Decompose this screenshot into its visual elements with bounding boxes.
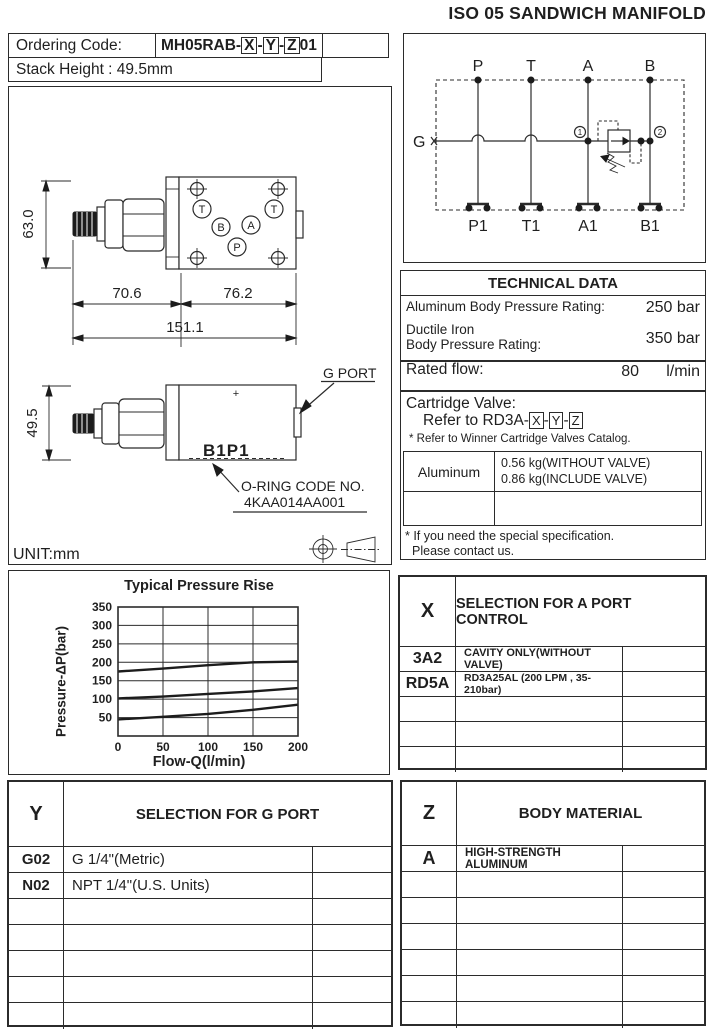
technical-data-title: TECHNICAL DATA [401,271,705,296]
iron-rating-label1: Ductile Iron [406,322,475,337]
code-x-box: X [241,37,257,54]
chart-title: Typical Pressure Rise [124,578,274,594]
node-1-label: 1 [577,128,583,137]
chart-y-axis-label: Pressure-ΔP(bar) [53,626,69,737]
projection-symbol-icon [309,535,381,563]
cartridge-note: * Refer to Winner Cartridge Valves Catalog. [409,433,631,445]
face-port-b: B [217,222,225,234]
selection-z-title: BODY MATERIAL [518,805,643,822]
g-port-callout [300,365,377,413]
ordering-code-label: Ordering Code: [9,34,156,57]
row-desc [457,950,623,975]
row-desc: NPT 1/4"(U.S. Units) [64,873,313,898]
chart-tick-labels [92,600,308,754]
row-code [402,950,457,975]
special-spec-footnote [405,529,614,559]
svg-text:250: 250 [91,636,112,651]
table-row [402,1002,704,1028]
dimensional-drawing-panel [8,86,392,565]
row-extra [313,977,391,1002]
row-code: RD5A [400,672,456,696]
table-row [400,722,705,747]
row-desc [457,924,623,949]
oring-code-line1: O-RING CODE NO. [241,478,365,494]
row-code: N02 [9,873,64,898]
row-extra [623,872,704,897]
port-label-p: P [472,58,484,75]
row-code: G02 [9,847,64,872]
row-extra [313,847,391,872]
row-extra [623,697,705,721]
row-extra [623,1002,704,1028]
svg-text:200: 200 [287,740,309,754]
row-extra [623,722,705,746]
ordering-code-value: MH05RAB- X - Y - Z 01 [156,34,323,57]
cartridge-y-box: Y [549,412,564,429]
row-desc [456,722,623,746]
row-extra [623,672,705,696]
row-code [400,747,456,772]
row-code [402,1002,457,1028]
row-code [9,1003,64,1029]
table-row [9,847,391,873]
row-extra [623,898,704,923]
row-extra [623,747,705,772]
dim-151-label: 151.1 [166,319,204,336]
oring-callout [213,464,367,512]
row-extra [313,899,391,924]
weight-empty-cell-right [495,492,701,525]
row-code [402,976,457,1001]
weight-include-valve: 0.86 kg(INCLUDE VALVE) [501,472,648,486]
table-row [400,747,705,772]
svg-text:50: 50 [98,710,112,725]
port-label-t: T [526,58,536,75]
table-row [402,898,704,924]
table-row [9,899,391,925]
port-label-p1: P1 [468,218,488,235]
unit-label: UNIT:mm [13,546,80,563]
selection-z-code-header: Z [402,782,457,845]
ordering-empty-cell [323,34,388,57]
row-code [402,898,457,923]
row-desc: RD3A25AL (200 LPM , 35-210bar) [456,672,623,696]
dim-49 [24,386,71,460]
row-desc: G 1/4"(Metric) [64,847,313,872]
plus-mark: + [232,388,240,400]
hydraulic-schematic-drawing [404,34,704,261]
rated-flow-row [401,359,705,385]
row-desc: CAVITY ONLY(WITHOUT VALVE) [456,647,623,671]
code-y-box: Y [263,37,279,54]
svg-text:200: 200 [91,655,112,670]
technical-data-panel [400,270,706,560]
port-label-a: A [582,58,594,75]
svg-text:300: 300 [91,618,112,633]
weight-without-valve: 0.56 kg(WITHOUT VALVE) [501,456,651,470]
selection-y-title: SELECTION FOR G PORT [135,805,320,823]
table-row [402,872,704,898]
table-row [402,924,704,950]
footnote-line1: * If you need the special specification. [405,529,615,543]
cartridge-x-box: X [529,412,544,429]
svg-text:100: 100 [197,740,219,754]
row-desc [457,976,623,1001]
rated-flow-unit: l/min [666,363,700,380]
row-desc [64,977,313,1002]
pressure-rise-chart-panel [8,570,390,775]
iron-rating-value: 350 bar [645,330,700,347]
dim-63-label: 63.0 [20,209,37,239]
row-desc [456,747,623,772]
row-desc: HIGH-STRENGTH ALUMINUM [457,846,623,871]
selection-y-header [9,782,391,847]
table-row [400,672,705,697]
row-extra [623,950,704,975]
cartridge-z-box: Z [569,412,583,429]
svg-text:0: 0 [114,740,122,754]
table-row [400,697,705,722]
adjust-arrow [601,155,609,162]
port-label-b1: B1 [640,218,660,235]
table-row [9,977,391,1003]
valve-dimension-drawing [9,87,391,564]
weight-values-cell [495,452,701,492]
row-extra [623,846,704,871]
pressure-rating-aluminum-row [401,296,705,320]
hydraulic-schematic-panel [403,33,706,263]
dim-151 [73,319,296,341]
port-label-a1: A1 [578,218,598,235]
row-desc [457,898,623,923]
table-row [402,950,704,976]
row-desc [64,1003,313,1029]
weight-material-cell: Aluminum [404,452,495,492]
selection-z-table [400,780,706,1026]
face-port-a: A [247,220,255,232]
stack-height-label: Stack Height : 49.5mm [16,60,173,78]
row-desc [64,951,313,976]
port-label-t1: T1 [521,218,541,235]
selection-x-code-header: X [400,577,456,646]
face-label-b1p1: B1P1 [203,441,250,460]
face-port-p: P [233,242,241,254]
row-extra [313,951,391,976]
divider [401,390,705,392]
row-extra [313,873,391,898]
code-prefix: MH05RAB- [161,36,242,54]
table-row [402,976,704,1002]
ordering-code-row [8,33,389,58]
table-row [400,647,705,672]
row-desc [457,872,623,897]
cartridge-valve-label: Cartridge Valve: [406,395,516,412]
row-desc [64,899,313,924]
port-label-b: B [644,58,656,75]
row-extra [623,976,704,1001]
table-row [9,1003,391,1029]
pilot-drain-line [630,142,641,163]
weight-empty-cell-left [404,492,495,525]
selection-x-table [398,575,707,770]
row-code: A [402,846,457,871]
row-code [400,697,456,721]
weight-table [403,451,702,526]
row-code [9,977,64,1002]
row-desc [456,697,623,721]
footnote-line2: Please contact us. [412,544,515,558]
svg-text:100: 100 [91,692,112,707]
g-port-label: G PORT [323,365,377,381]
row-code [402,872,457,897]
svg-text:350: 350 [91,600,112,614]
table-row [9,951,391,977]
dim-63 [20,181,71,268]
row-code [9,925,64,950]
pressure-rating-iron-row [401,320,705,357]
face-port-t1: T [198,204,206,216]
rated-flow-value: 80 [621,363,639,380]
svg-text:150: 150 [242,740,264,754]
row-code [9,899,64,924]
rated-flow-label: Rated flow: [406,361,484,378]
side-view [13,365,381,563]
manifold-outline [436,80,684,210]
row-code: 3A2 [400,647,456,671]
selection-x-title: SELECTION FOR A PORT CONTROL [456,595,632,628]
face-port-t2: T [270,204,278,216]
oring-code-line2: 4KAA014AA001 [244,494,346,510]
table-row [9,925,391,951]
row-code [400,722,456,746]
top-view [20,177,303,347]
row-desc [457,1002,623,1028]
code-suffix: 01 [299,36,317,54]
selection-z-header [402,782,704,846]
dim-49-label: 49.5 [24,408,41,438]
page-title: ISO 05 SANDWICH MANIFOLD [448,3,706,23]
table-row [9,873,391,899]
g-port-schematic-label: G [413,134,426,151]
selection-y-code-header: Y [9,782,64,846]
cartridge-ref-prefix: Refer to RD3A- [423,412,529,429]
code-z-box: Z [284,37,299,54]
chart-x-axis-label: Flow-Q(l/min) [152,754,246,770]
table-row [402,846,704,872]
row-extra [623,924,704,949]
row-extra [313,925,391,950]
row-extra [313,1003,391,1029]
iron-rating-label2: Body Pressure Rating: [406,337,542,352]
aluminum-rating-value: 250 bar [645,299,700,316]
aluminum-rating-label: Aluminum Body Pressure Rating: [406,299,605,314]
row-code [402,924,457,949]
row-code [9,951,64,976]
svg-text:50: 50 [156,740,170,754]
dim-70-label: 70.6 [112,285,142,302]
row-extra [623,647,705,671]
stack-height-row [8,57,322,82]
chart-gridlines [118,607,298,736]
dim-76-label: 76.2 [223,285,253,302]
selection-x-header [400,577,705,647]
svg-text:150: 150 [91,673,112,688]
node-2-label: 2 [657,128,663,137]
cartridge-valve-ref: Refer to RD3A- X - Y - Z [423,412,583,430]
row-desc [64,925,313,950]
selection-y-table [7,780,393,1027]
